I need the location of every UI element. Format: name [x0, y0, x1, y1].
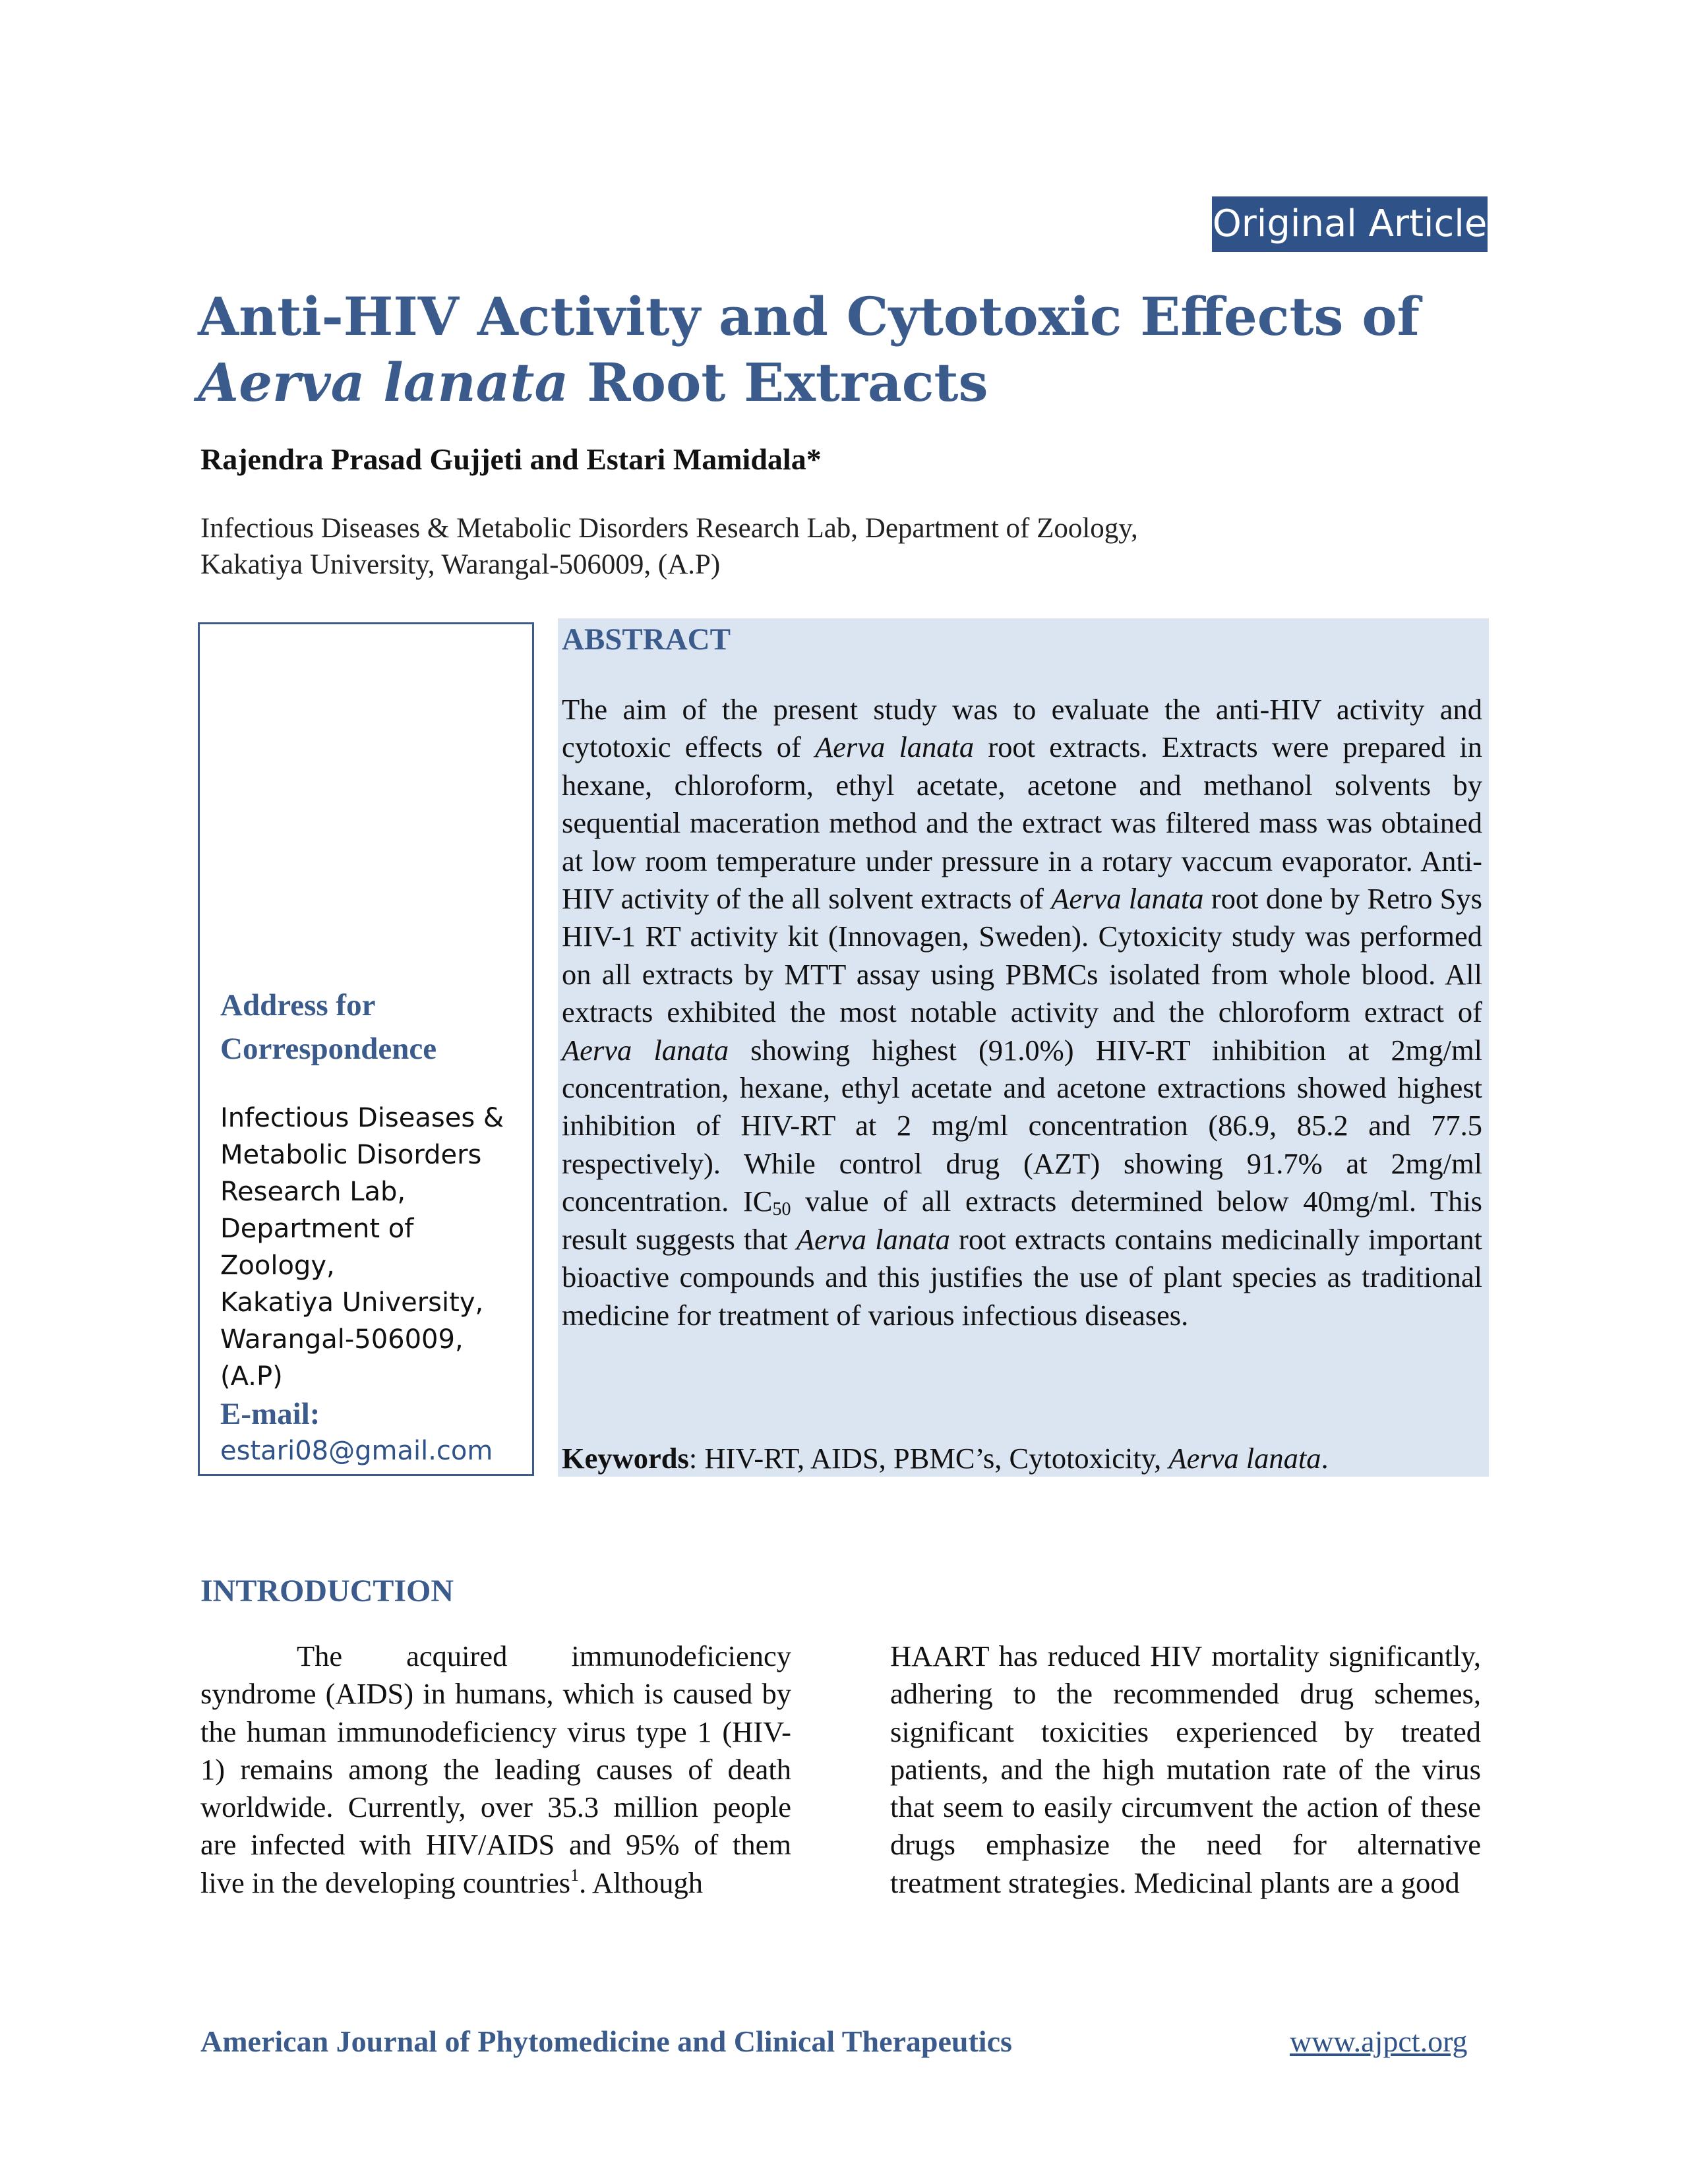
email-link[interactable]: estari08@gmail.com — [220, 1436, 493, 1466]
address-line: Warangal-506009, — [220, 1324, 464, 1355]
correspondence-heading-line-2: Correspondence — [220, 1032, 437, 1066]
abstract-text-part: showing highest (91.0%) HIV-RT inhibition at 2mg/ml concentration, hexane, ethyl acetate and acetone extractions showed highest inhibition of HIV-RT at 2 mg/ml concentration (86.9, 85.2 and 77.5 respectively). While control drug (AZT) showing 91.7% at 2mg/ml concentration. IC — [562, 1033, 1483, 1218]
correspondence-address — [220, 1100, 524, 1395]
footer-website-link[interactable]: www.ajpct.org — [1290, 2024, 1468, 2058]
title-line-2 — [198, 349, 1517, 415]
keywords-text: : HIV-RT, AIDS, PBMC’s, Cytotoxicity, — [688, 1442, 1169, 1475]
authors: Rajendra Prasad Gujjeti and Estari Mamidala* — [200, 442, 822, 476]
intro-text-part: The acquired immunodeficiency syndrome (AIDS) in humans, which is caused by the human immunodeficiency virus type 1 (HIV-1) remains among the leading causes of death worldwide. Currently, over 35.3 million people are infected with HIV/AIDS and 95% of them live in the developing countries — [200, 1639, 791, 1899]
abstract-species: Aerva lanata — [796, 1222, 950, 1256]
keywords-label: Keywords — [562, 1442, 689, 1475]
ic50-subscript: 50 — [772, 1199, 791, 1220]
address-line: Infectious Diseases & — [220, 1103, 504, 1133]
address-line: Department of — [220, 1214, 414, 1244]
address-line: Zoology, — [220, 1251, 335, 1281]
abstract-species: Aerva lanata — [815, 730, 975, 764]
affiliation-line-2: Kakatiya University, Warangal-506009, (A.P) — [200, 549, 721, 580]
affiliation — [200, 510, 1519, 583]
abstract-text-part: root extracts contains medicinally important bioactive compounds and this justifies the use of plant species as traditional medicine for treatment of various infectious diseases. — [562, 1222, 1482, 1332]
email-label: E-mail: — [220, 1397, 320, 1431]
abstract-species: Aerva lanata — [1051, 882, 1204, 916]
address-line: Kakatiya University, — [220, 1287, 484, 1318]
introduction-left-column — [200, 1638, 791, 1902]
footer-journal-name: American Journal of Phytomedicine and Clinical Therapeutics — [200, 2024, 1012, 2058]
abstract-heading: ABSTRACT — [562, 622, 731, 657]
title-species: Aerva lanata — [198, 351, 569, 413]
title-rest: Root Extracts — [568, 351, 988, 413]
intro-text-part: . Although — [579, 1866, 703, 1899]
keywords — [562, 1440, 1482, 1477]
abstract-text-part: value of all extracts determined below 40mg/ml. This result suggests that — [562, 1185, 1482, 1256]
abstract-text-part: The aim of the present study was to evaluate the anti-HIV activity and cytotoxic effects of — [562, 693, 1482, 764]
citation-superscript[interactable]: 1 — [570, 1865, 580, 1885]
address-line: Metabolic Disorders — [220, 1140, 482, 1170]
introduction-right-column: HAART has reduced HIV mortality significantly, adhering to the recommended drug schemes, significant toxicities experienced by treated patients, and the high mutation rate of the virus that seem to easily circumvent the action of these drugs emphasize the need for alternative treatment strategies. Medicinal plants are a good — [890, 1639, 1481, 1899]
correspondence-heading-line-1: Address for — [220, 988, 376, 1022]
keywords-species: Aerva lanata — [1168, 1442, 1321, 1475]
address-line: (A.P) — [220, 1361, 283, 1392]
keywords-end: . — [1321, 1442, 1329, 1475]
abstract-species: Aerva lanata — [562, 1033, 729, 1067]
article-type-badge: Original Article — [1212, 196, 1488, 252]
correspondence-heading — [220, 984, 524, 1071]
abstract-body — [562, 691, 1482, 1334]
abstract-text-part: root done by Retro Sys HIV-1 RT activity kit (Innovagen, Sweden). Cytoxicity study was performed on all extracts by MTT assay using PBMCs isolated from whole blood. All extracts exhibited the most notable activity and the chloroform extract of — [562, 882, 1483, 1029]
paper-title — [198, 283, 1517, 415]
introduction-heading: INTRODUCTION — [200, 1574, 454, 1608]
abstract-text-part: root extracts. Extracts were prepared in hexane, chloroform, ethyl acetate, acetone and methanol solvents by sequential maceration method and the extract was filtered mass was obtained at low room temperature under pressure in a rotary vaccum evaporator. Anti-HIV activity of the all solvent extracts of — [562, 730, 1482, 916]
address-line: Research Lab, — [220, 1177, 406, 1207]
title-line-1: Anti-HIV Activity and Cytotoxic Effects of — [198, 285, 1420, 347]
affiliation-line-1: Infectious Diseases & Metabolic Disorders Research Lab, Department of Zoology, — [200, 513, 1138, 544]
